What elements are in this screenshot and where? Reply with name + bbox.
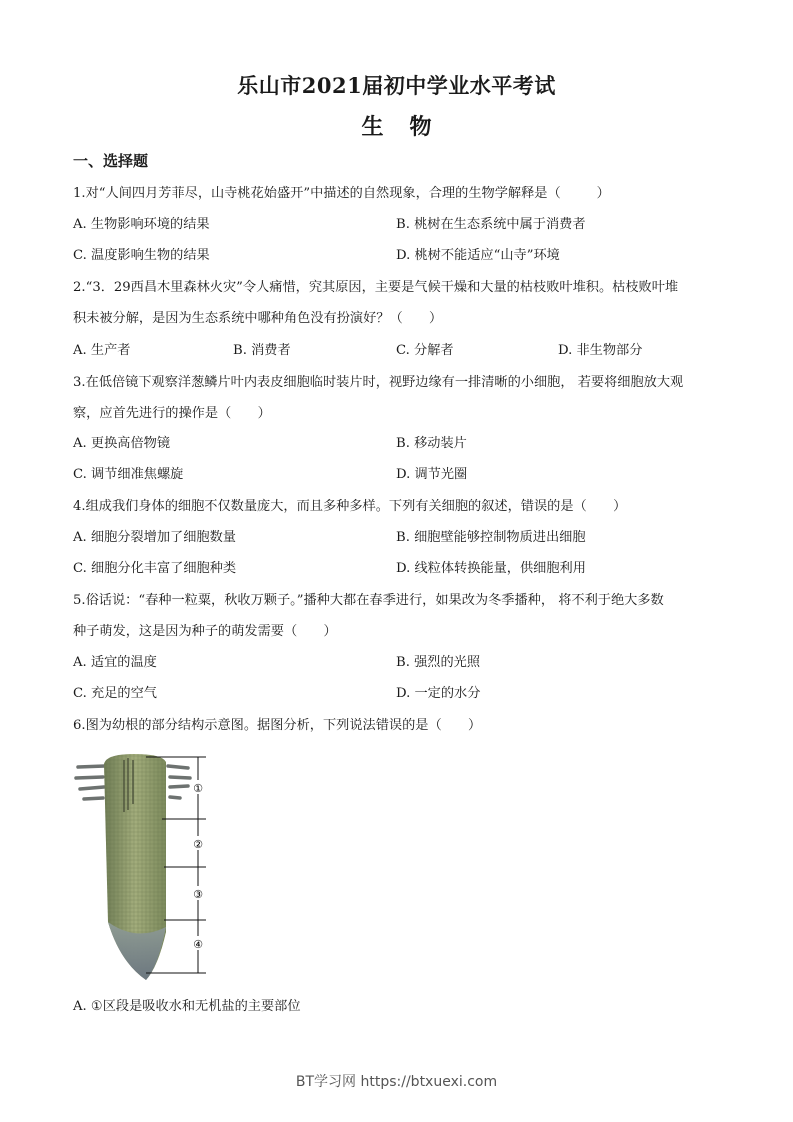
- q2-option-c: C. 分解者: [396, 343, 454, 358]
- question-4-stem: 4.组成我们身体的细胞不仅数量庞大，而且多种多样。下列有关细胞的叙述，错误的是（ ）: [73, 499, 627, 514]
- question-1-stem: 1.对“人间四月芳菲尽，山寺桃花始盛开”中描述的自然现象，合理的生物学解释是（ ）: [73, 186, 610, 201]
- subject-char: 生: [361, 114, 384, 140]
- q2-option-d: D. 非生物部分: [558, 343, 643, 358]
- q2-option-b: B. 消费者: [233, 343, 291, 358]
- zone-label-4: ④: [193, 938, 203, 951]
- q5-option-a: A. 适宜的温度: [73, 655, 157, 670]
- root-structure-illustration: [70, 752, 220, 982]
- q3-option-a: A. 更换高倍物镜: [73, 436, 171, 451]
- q1-option-d: D. 桃树不能适应“山寺”环境: [396, 248, 560, 263]
- zone-label-1: ①: [193, 782, 203, 795]
- question-2-stem-line-1: 2.“3．29西昌木里森林火灾”令人痛惜，究其原因，主要是气候干燥和大量的枯枝败叶堆积。枯枝败叶堆: [73, 280, 679, 295]
- question-3-stem-line-2: 察，应首先进行的操作是（ ）: [73, 406, 271, 421]
- exam-title: 乐山市2021届初中学业水平考试: [237, 73, 556, 98]
- q1-option-a: A. 生物影响环境的结果: [73, 217, 210, 232]
- q4-option-d: D. 线粒体转换能量，供细胞利用: [396, 561, 586, 576]
- q4-option-c: C. 细胞分化丰富了细胞种类: [73, 561, 237, 576]
- subject-char: 物: [409, 114, 432, 140]
- q5-option-b: B. 强烈的光照: [396, 655, 481, 670]
- q4-option-b: B. 细胞壁能够控制物质进出细胞: [396, 530, 586, 545]
- question-3-stem-line-1: 3.在低倍镜下观察洋葱鳞片叶内表皮细胞临时装片时，视野边缘有一排清晰的小细胞， 若要将细胞放大观: [73, 375, 684, 390]
- q3-option-b: B. 移动装片: [396, 436, 467, 451]
- q6-option-a: A. ①区段是吸收水和无机盐的主要部位: [73, 999, 301, 1014]
- zone-label-2: ②: [193, 838, 203, 851]
- q5-option-c: C. 充足的空气: [73, 686, 157, 701]
- q2-option-a: A. 生产者: [73, 343, 131, 358]
- q4-option-a: A. 细胞分裂增加了细胞数量: [73, 530, 236, 545]
- question-5-stem-line-1: 5.俗话说：“春种一粒粟，秋收万颗子。”播种大都在春季进行，如果改为冬季播种， 将不利于绝大多数: [73, 593, 664, 608]
- root-tip-diagram: [70, 752, 220, 982]
- zone-label-3: ③: [193, 888, 203, 901]
- question-5-stem-line-2: 种子萌发，这是因为种子的萌发需要（ ）: [73, 624, 337, 639]
- q3-option-c: C. 调节细准焦螺旋: [73, 467, 184, 482]
- subject-title: [0, 110, 793, 141]
- q1-option-c: C. 温度影响生物的结果: [73, 248, 210, 263]
- section-heading: 一、选择题: [73, 152, 149, 170]
- q3-option-d: D. 调节光圈: [396, 467, 468, 482]
- question-6-stem: 6.图为幼根的部分结构示意图。据图分析，下列说法错误的是（ ）: [73, 718, 482, 733]
- footer-watermark: BT学习网 https://btxuexi.com: [295, 1074, 498, 1090]
- q1-option-b: B. 桃树在生态系统中属于消费者: [396, 217, 586, 232]
- question-2-stem-line-2: 积未被分解，是因为生态系统中哪种角色没有扮演好？（ ）: [73, 311, 443, 326]
- q5-option-d: D. 一定的水分: [396, 686, 481, 701]
